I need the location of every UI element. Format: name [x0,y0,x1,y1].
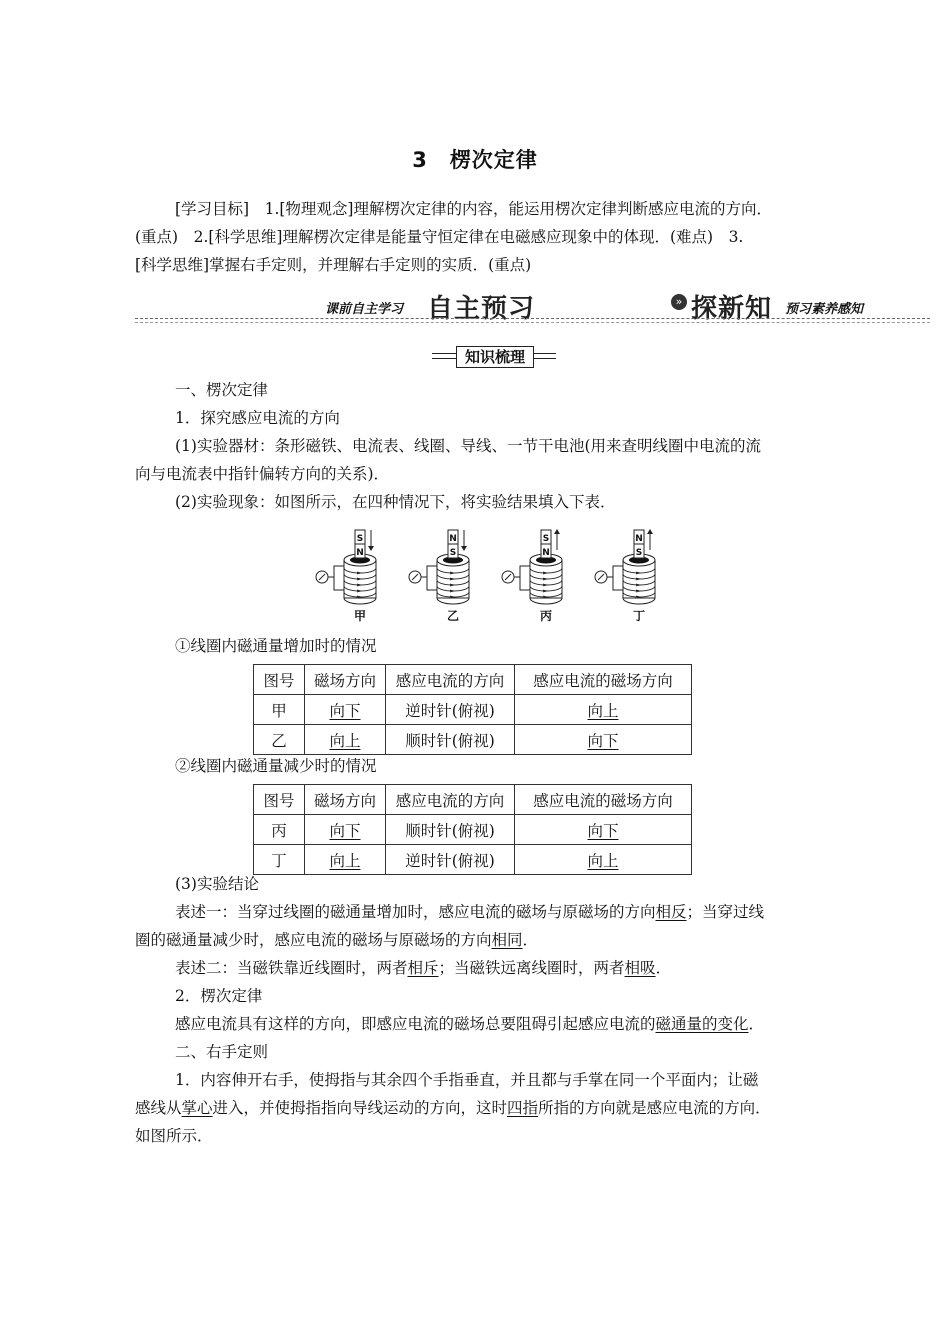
meter-needle [412,574,418,580]
table-header-cell: 感应电流的磁场方向 [515,785,692,815]
table-cell: 向下 [305,695,386,725]
table-cell: 向上 [305,725,386,755]
divider [135,318,930,319]
goals-line-2: (重点) 2.[科学思维]理解楞次定律是能量守恒定律在电磁感应现象中的体现．(难点) 3. [135,228,744,246]
figure-label: 甲 [353,609,367,623]
table-cell: 甲 [254,695,305,725]
text: 所指的方向就是感应电流的方向． [538,1099,771,1117]
goals-line-3: [科学思维]掌握右手定则，并理解右手定则的实质．(重点) [135,256,532,274]
table-header-row [254,665,692,695]
table-cell: 丁 [254,845,305,875]
table-cell: 向下 [305,815,386,845]
case-1-title: ①线圈内磁通量增加时的情况 [175,637,377,655]
materials-line-2: 向与电流表中指针偏转方向的关系)． [135,465,390,483]
banner-main-2: 探新知 [691,294,773,324]
coil-bottom [437,598,469,604]
rule-line-2 [135,1094,771,1122]
text: ；当穿过线 [686,903,765,921]
text: 进入，并使拇指指向导线运动的方向，这时 [212,1099,508,1117]
table-cell: 向上 [515,695,692,725]
arrow-head-icon [368,546,374,551]
table-header-cell: 磁场方向 [305,785,386,815]
table-cell: 向下 [515,725,692,755]
table-header-cell: 图号 [254,665,305,695]
divider [135,322,930,323]
rule-line-1: 1．内容伸开右手，使拇指与其余四个手指垂直，并且都与手掌在同一个平面内；让磁 [175,1071,759,1089]
table-row [254,845,692,875]
text: 感应电流具有这样的方向，即感应电流的磁场总要阻碍引起感应电流的 [175,1015,656,1033]
table-cell: 顺时针(俯视) [386,815,515,845]
results-table-increase [253,664,692,755]
law-text [175,1010,764,1038]
page-title [0,144,950,174]
text: 表述一：当穿过线圈的磁通量增加时，感应电流的磁场与原磁场的方向 [175,903,656,921]
meter-needle [319,574,325,580]
section-label-text: 知识梳理 [456,346,534,368]
table-cell: 向上 [515,845,692,875]
phenomenon-text: (2)实验现象：如图所示，在四种情况下，将实验结果填入下表． [175,493,616,511]
magnet-pole-label: S [542,534,550,544]
text: 圈的磁通量减少时，感应电流的磁场与原磁场的方向 [135,931,492,949]
rule-line-3: 如图所示． [135,1127,213,1145]
experiment-figure [315,526,670,626]
statement-1-line-1 [175,898,764,926]
magnet-pole-label: N [356,548,364,558]
meter-needle [505,574,511,580]
magnet-pole-label: N [635,534,643,544]
figure-label: 乙 [446,609,460,623]
magnet-pole-label: S [449,548,457,558]
arrow-head-icon [461,546,467,551]
magnet-pole-label: S [635,548,643,558]
heading-1: 一、楞次定律 [175,381,269,399]
text: ． [522,931,539,949]
table-cell: 向上 [305,845,386,875]
wire [328,566,344,577]
answer-text: 相反 [655,903,687,921]
answer-text: 四指 [507,1099,539,1117]
coil-bottom [623,598,655,604]
magnet-pole-label: S [356,534,364,544]
wire [514,577,530,590]
meter-needle [598,574,604,580]
section-banner [135,288,930,324]
answer-text: 磁通量的变化 [655,1015,749,1033]
wire [514,566,530,577]
section-label [432,345,556,367]
magnet-pole-label: N [542,548,550,558]
case-2-title: ②线圈内磁通量减少时的情况 [175,757,377,775]
materials-line-1: (1)实验器材：条形磁铁、电流表、线圈、导线、一节干电池(用来查明线圈中电流的流 [175,437,762,455]
banner-left: 课前自主学习 [325,302,404,317]
table-cell: 顺时针(俯视) [386,725,515,755]
wire [328,577,344,590]
wire [421,566,437,577]
title-number: 3 [412,148,428,172]
table-row [254,695,692,725]
title-text: 楞次定律 [449,148,538,172]
answer-text: 相斥 [407,959,439,977]
text: ． [655,959,672,977]
table-cell: 乙 [254,725,305,755]
coil-bottom [530,598,562,604]
table-cell: 丙 [254,815,305,845]
table-cell: 逆时针(俯视) [386,845,515,875]
table-header-cell: 磁场方向 [305,665,386,695]
figure-label: 丁 [632,609,646,623]
wire [421,577,437,590]
heading-1-1: 1．探究感应电流的方向 [175,409,340,427]
heading-1-2: 2．楞次定律 [175,987,263,1005]
goals-line-1: [学习目标] 1.[物理观念]理解楞次定律的内容，能运用楞次定律判断感应电流的方向． [175,200,772,218]
statement-1-line-2 [135,926,538,954]
table-header-cell: 感应电流的方向 [386,665,515,695]
statement-2 [175,954,671,982]
answer-text: 相吸 [624,959,656,977]
conclusion-heading: (3)实验结论 [175,875,259,893]
arrow-icon: » [671,294,687,310]
results-table-decrease [253,784,692,875]
wire [607,566,623,577]
table-header-row [254,785,692,815]
table-row [254,725,692,755]
text: 感线从 [135,1099,182,1117]
figure-label: 丙 [539,609,553,623]
heading-2: 二、右手定则 [175,1043,269,1061]
answer-text: 相同 [491,931,523,949]
text: 表述二：当磁铁靠近线圈时，两者 [175,959,408,977]
magnet-pole-label: N [449,534,457,544]
text: ． [748,1015,765,1033]
table-cell: 逆时针(俯视) [386,695,515,725]
table-header-cell: 感应电流的方向 [386,785,515,815]
table-header-cell: 感应电流的磁场方向 [515,665,692,695]
coil-bottom [344,598,376,604]
banner-right: 预习素养感知 [785,302,864,317]
banner-main-1: 自主预习 [427,294,536,324]
arrow-head-icon [554,529,560,534]
wire [607,577,623,590]
answer-text: 掌心 [181,1099,213,1117]
text: ；当磁铁远离线圈时，两者 [438,959,625,977]
table-header-cell: 图号 [254,785,305,815]
arrow-head-icon [647,529,653,534]
table-row [254,815,692,845]
table-cell: 向下 [515,815,692,845]
